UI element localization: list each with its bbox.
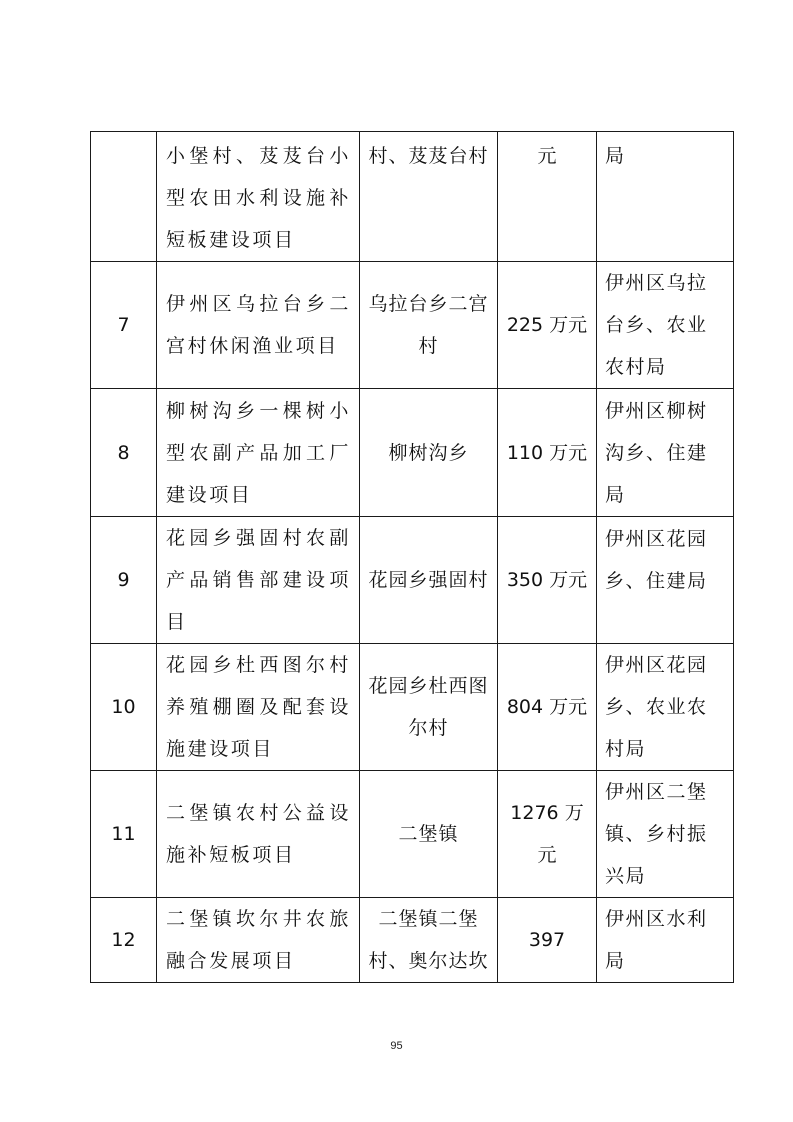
responsible-unit-cell: 局 [597,132,734,262]
project-name-cell: 二堡镇坎尔井农旅融合发展项目 [157,898,360,983]
responsible-unit-text: 伊州区花园乡、住建局 [605,528,708,592]
location-cell: 柳树沟乡 [360,389,498,517]
table-row [91,132,734,262]
location-cell: 二堡镇 [360,771,498,898]
project-name-cell: 花园乡杜西图尔村养殖棚圈及配套设施建设项目 [157,644,360,771]
table-row [91,262,734,389]
responsible-unit-cell [597,389,734,517]
row-number-cell: 7 [91,262,157,389]
row-number-cell [91,132,157,262]
project-name-cell: 柳树沟乡一棵树小型农副产品加工厂建设项目 [157,389,360,517]
funding-cell: 110 万元 [498,389,597,517]
responsible-unit-cell: 伊州区乌拉台乡、农业农村局 [597,262,734,389]
project-name-cell: 花园乡强固村农副产品销售部建设项目 [157,517,360,644]
funding-cell: 225 万元 [498,262,597,389]
responsible-unit-cell: 伊州区二堡镇、乡村振兴局 [597,771,734,898]
row-number-cell: 12 [91,898,157,983]
project-table [90,131,734,983]
location-cell: 乌拉台乡二宫村 [360,262,498,389]
funding-cell: 350 万元 [498,517,597,644]
table-row [91,389,734,517]
table-row [91,644,734,771]
row-number-cell: 11 [91,771,157,898]
responsible-unit-text: 伊州区柳树沟乡、住建局 [605,400,708,506]
funding-cell: 1276 万元 [498,771,597,898]
project-name-cell: 二堡镇农村公益设施补短板项目 [157,771,360,898]
funding-cell: 397 [498,898,597,983]
location-cell: 村、芨芨台村 [360,132,498,262]
funding-cell: 元 [498,132,597,262]
funding-cell: 804 万元 [498,644,597,771]
project-name-cell: 伊州区乌拉台乡二宫村休闲渔业项目 [157,262,360,389]
table-row [91,517,734,644]
row-number-cell: 10 [91,644,157,771]
table-row [91,771,734,898]
responsible-unit-cell: 伊州区花园乡、农业农村局 [597,644,734,771]
responsible-unit-cell [597,517,734,644]
location-cell: 花园乡杜西图尔村 [360,644,498,771]
row-number-cell: 9 [91,517,157,644]
table-row [91,898,734,983]
row-number-cell: 8 [91,389,157,517]
location-cell: 花园乡强固村 [360,517,498,644]
page-number: 95 [390,1040,403,1052]
responsible-unit-cell: 伊州区水利局 [597,898,734,983]
project-name-cell: 小堡村、芨芨台小型农田水利设施补短板建设项目 [157,132,360,262]
location-cell: 二堡镇二堡村、奥尔达坎 [360,898,498,983]
